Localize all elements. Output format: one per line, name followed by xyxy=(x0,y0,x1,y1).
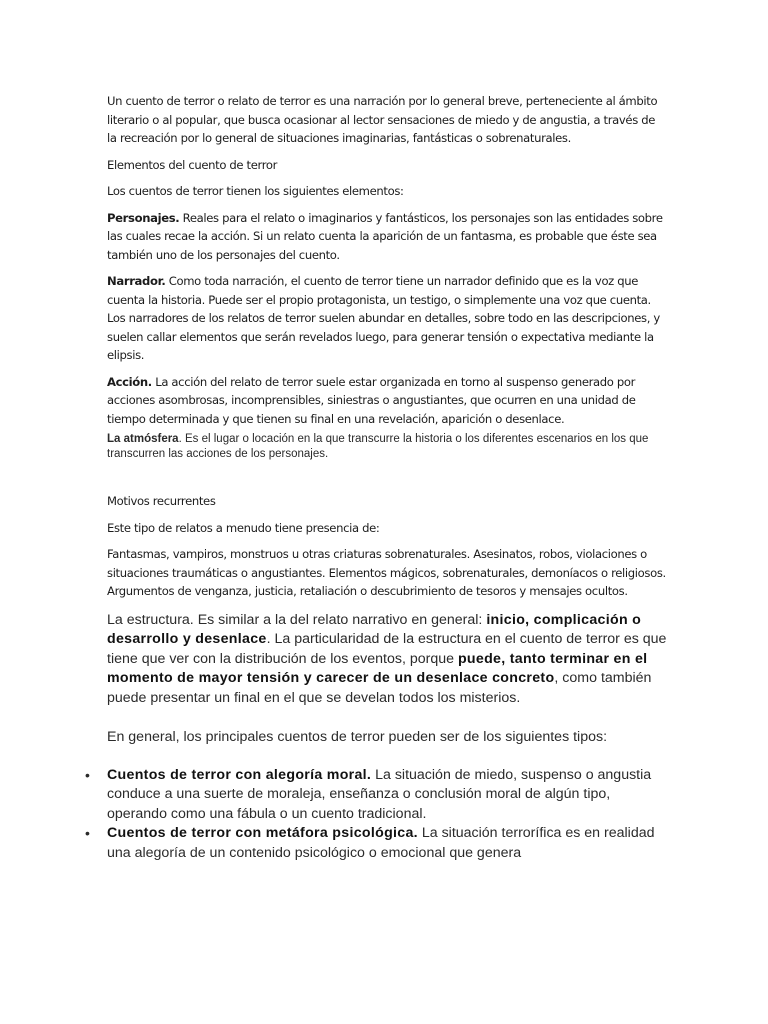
motivos-section xyxy=(107,492,667,601)
intro-paragraph: Un cuento de terror o relato de terror es una narración por lo general breve, perteneciente al ámbito literario o al popular, que busca ocasionar al lector sensaciones de miedo y de angustia, a través de la recreación por lo general de situaciones imaginarias, fantásticas o sobrenaturales. xyxy=(107,94,658,145)
list-item xyxy=(85,824,667,863)
list-item xyxy=(85,766,667,825)
estructura-text-1: La estructura. Es similar a la del relato narrativo en general: xyxy=(107,611,487,628)
narrador-paragraph xyxy=(107,272,667,365)
list-item-text: La situación de miedo, suspenso o angustia conduce a una suerte de moraleja, enseñanza o conclusión moral de algún tipo, operando como una fábula o un cuento tradicional. xyxy=(107,766,652,822)
atmosfera-paragraph xyxy=(107,432,667,462)
estructura-paragraph xyxy=(107,611,667,709)
bullet-icon: • xyxy=(85,825,90,841)
narrador-term: Narrador. xyxy=(107,274,166,288)
list-item-term: Cuentos de terror con metáfora psicológica. xyxy=(107,825,418,841)
atmosfera-term: La atmósfera xyxy=(107,433,179,445)
accion-paragraph xyxy=(107,373,667,429)
calibri-section xyxy=(107,92,667,428)
list-item-term: Cuentos de terror con alegoría moral. xyxy=(107,766,372,783)
estructura-bold-1: inicio, complicación o desarrollo y desenlace xyxy=(107,611,642,647)
elements-intro: Los cuentos de terror tienen los siguientes elementos: xyxy=(107,184,404,198)
list-item-text: La situación terrorífica es en realidad una alegoría de un contenido psicológico o emocional que genera xyxy=(107,825,655,861)
tipos-list xyxy=(85,766,667,864)
personajes-term: Personajes. xyxy=(107,210,180,225)
elements-heading: Elementos del cuento de terror xyxy=(107,157,278,172)
personajes-paragraph xyxy=(107,209,667,265)
bullet-icon: • xyxy=(85,766,90,783)
motivos-paragraph: Fantasmas, vampiros, monstruos u otras criaturas sobrenaturales. Asesinatos, robos, violaciones o situaciones traumáticas o angustiantes. Elementos mágicos, sobrenaturales, demoníacos o religiosos. Argumentos de venganza, justicia, retaliación o descubrimiento de tesoros y mensajes ocultos. xyxy=(107,547,666,598)
atmosfera-text: . Es el lugar o locación en la que transcurre la historia o los diferentes escenarios en los que transcurren las acciones de los personajes. xyxy=(107,433,649,460)
estructura-section xyxy=(85,611,667,864)
estructura-bold-2: puede, tanto terminar en el momento de mayor tensión y carecer de un desenlace concreto xyxy=(107,650,648,686)
narrador-text: Como toda narración, el cuento de terror tiene un narrador definido que es la voz que cuenta la historia. Puede ser el propio protagonista, un testigo, o simplemente una voz que cuenta. Los narradores de los relatos de terror suelen abundar en detalles, sobre todo en las descripciones, y suelen callar elementos que serán revelados luego, para generar tensión o expectativa mediante la elipsis. xyxy=(107,274,660,362)
accion-text: La acción del relato de terror suele estar organizada en torno al suspenso generado por acciones asombrosas, incomprensibles, siniestras o angustiantes, que ocurren en una unidad de tiempo determinada y que tienen su final en una revelación, aparición o desenlace. xyxy=(107,374,636,426)
tipos-intro: En general, los principales cuentos de terror pueden ser de los siguientes tipos: xyxy=(107,729,608,745)
document-body xyxy=(85,92,667,863)
motivos-heading: Motivos recurrentes xyxy=(107,494,216,508)
accion-term: Acción. xyxy=(107,374,152,389)
estructura-text-2: . La particularidad de la estructura en el cuento de terror es que tiene que ver con la distribución de los eventos, porque xyxy=(107,631,667,667)
motivos-intro: Este tipo de relatos a menudo tiene presencia de: xyxy=(107,520,380,535)
estructura-text-3: , como también puede presentar un final en el que se develan todos los misterios. xyxy=(107,670,652,706)
personajes-text: Reales para el relato o imaginarios y fantásticos, los personajes son las entidades sobre las cuales recae la acción. Si un relato cuenta la aparición de un fantasma, es probable que éste sea también uno de los personajes del cuento. xyxy=(107,210,663,262)
